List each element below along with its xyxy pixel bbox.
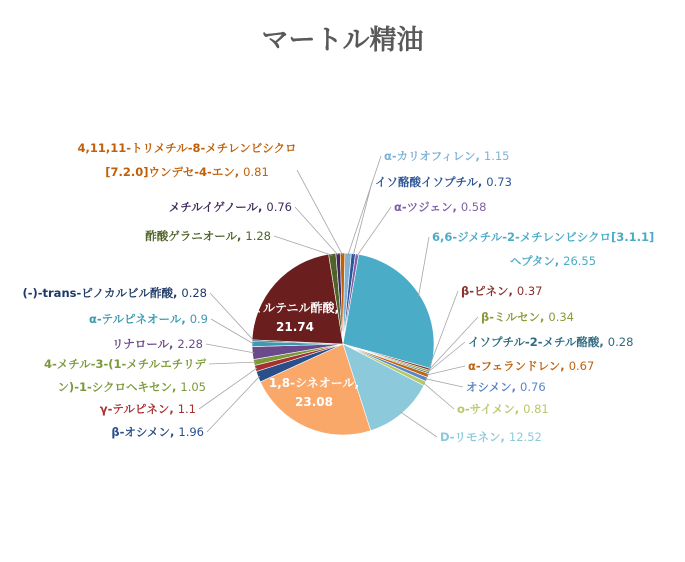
- slice-label: イソ酪酸イソプチル, 0.73: [375, 175, 512, 189]
- chart-title: マートル精油: [261, 25, 424, 56]
- leader-line: [210, 293, 254, 341]
- slice-label: オシメン, 0.76: [466, 380, 546, 394]
- leader-line: [419, 237, 430, 297]
- slice-label: メチルイゲノール, 0.76: [168, 200, 292, 214]
- leader-line: [211, 319, 254, 344]
- slice-label: 6,6-ジメチル-2-メチレンビシクロ[3.1.1]ヘプタン, 26.55: [432, 230, 655, 268]
- slice-label: ミルテニル酢酸, 21.74: [250, 301, 340, 334]
- slice-label: o-サイメン, 0.81: [457, 402, 549, 416]
- slice-label: 4-メチル-3-(1-メチルエチリデン)-1-シクロヘキセン, 1.05: [44, 357, 206, 394]
- slice-label: (-)-trans-ピノカルビル酢酸, 0.28: [22, 286, 207, 300]
- slice-label: D-リモネン, 12.52: [440, 430, 542, 444]
- slice-label: 1,8-シネオール, 23.08: [268, 376, 360, 409]
- leader-line: [295, 207, 338, 255]
- leader-line: [423, 383, 454, 409]
- leader-line: [401, 412, 437, 437]
- leader-line: [353, 182, 372, 255]
- slice-label: α-フェランドレン, 0.67: [468, 359, 595, 373]
- slice-label: α-テルピネオール, 0.9: [88, 312, 208, 326]
- leader-line: [209, 362, 256, 364]
- slice-label: α-ツジェン, 0.58: [394, 200, 487, 214]
- slice-label: γ-テルピネン, 1.1: [99, 402, 196, 416]
- leader-line: [427, 366, 465, 375]
- slice-label: イソプチル-2-メチル酪酸, 0.28: [468, 335, 634, 349]
- leader-line: [297, 170, 343, 255]
- slice-label: β-ミルセン, 0.34: [481, 310, 574, 324]
- leader-line: [357, 207, 391, 256]
- leader-line: [348, 156, 381, 255]
- slice-label: 4,11,11-トリメチル-8-メチレンビシクロ[7.2.0]ウンデセ-4-エン, 0.81: [77, 141, 297, 179]
- leader-line: [206, 344, 254, 353]
- leader-line: [425, 379, 463, 387]
- slice-label: β-ピネン, 0.37: [461, 284, 543, 298]
- slice-label: リナロール, 2.28: [111, 337, 203, 351]
- slice-label: 酢酸ゲラニオール, 1.28: [145, 229, 271, 243]
- slice-label: α-カリオフィレン, 1.15: [384, 149, 510, 163]
- slice-label: β-オシメン, 1.96: [111, 425, 204, 439]
